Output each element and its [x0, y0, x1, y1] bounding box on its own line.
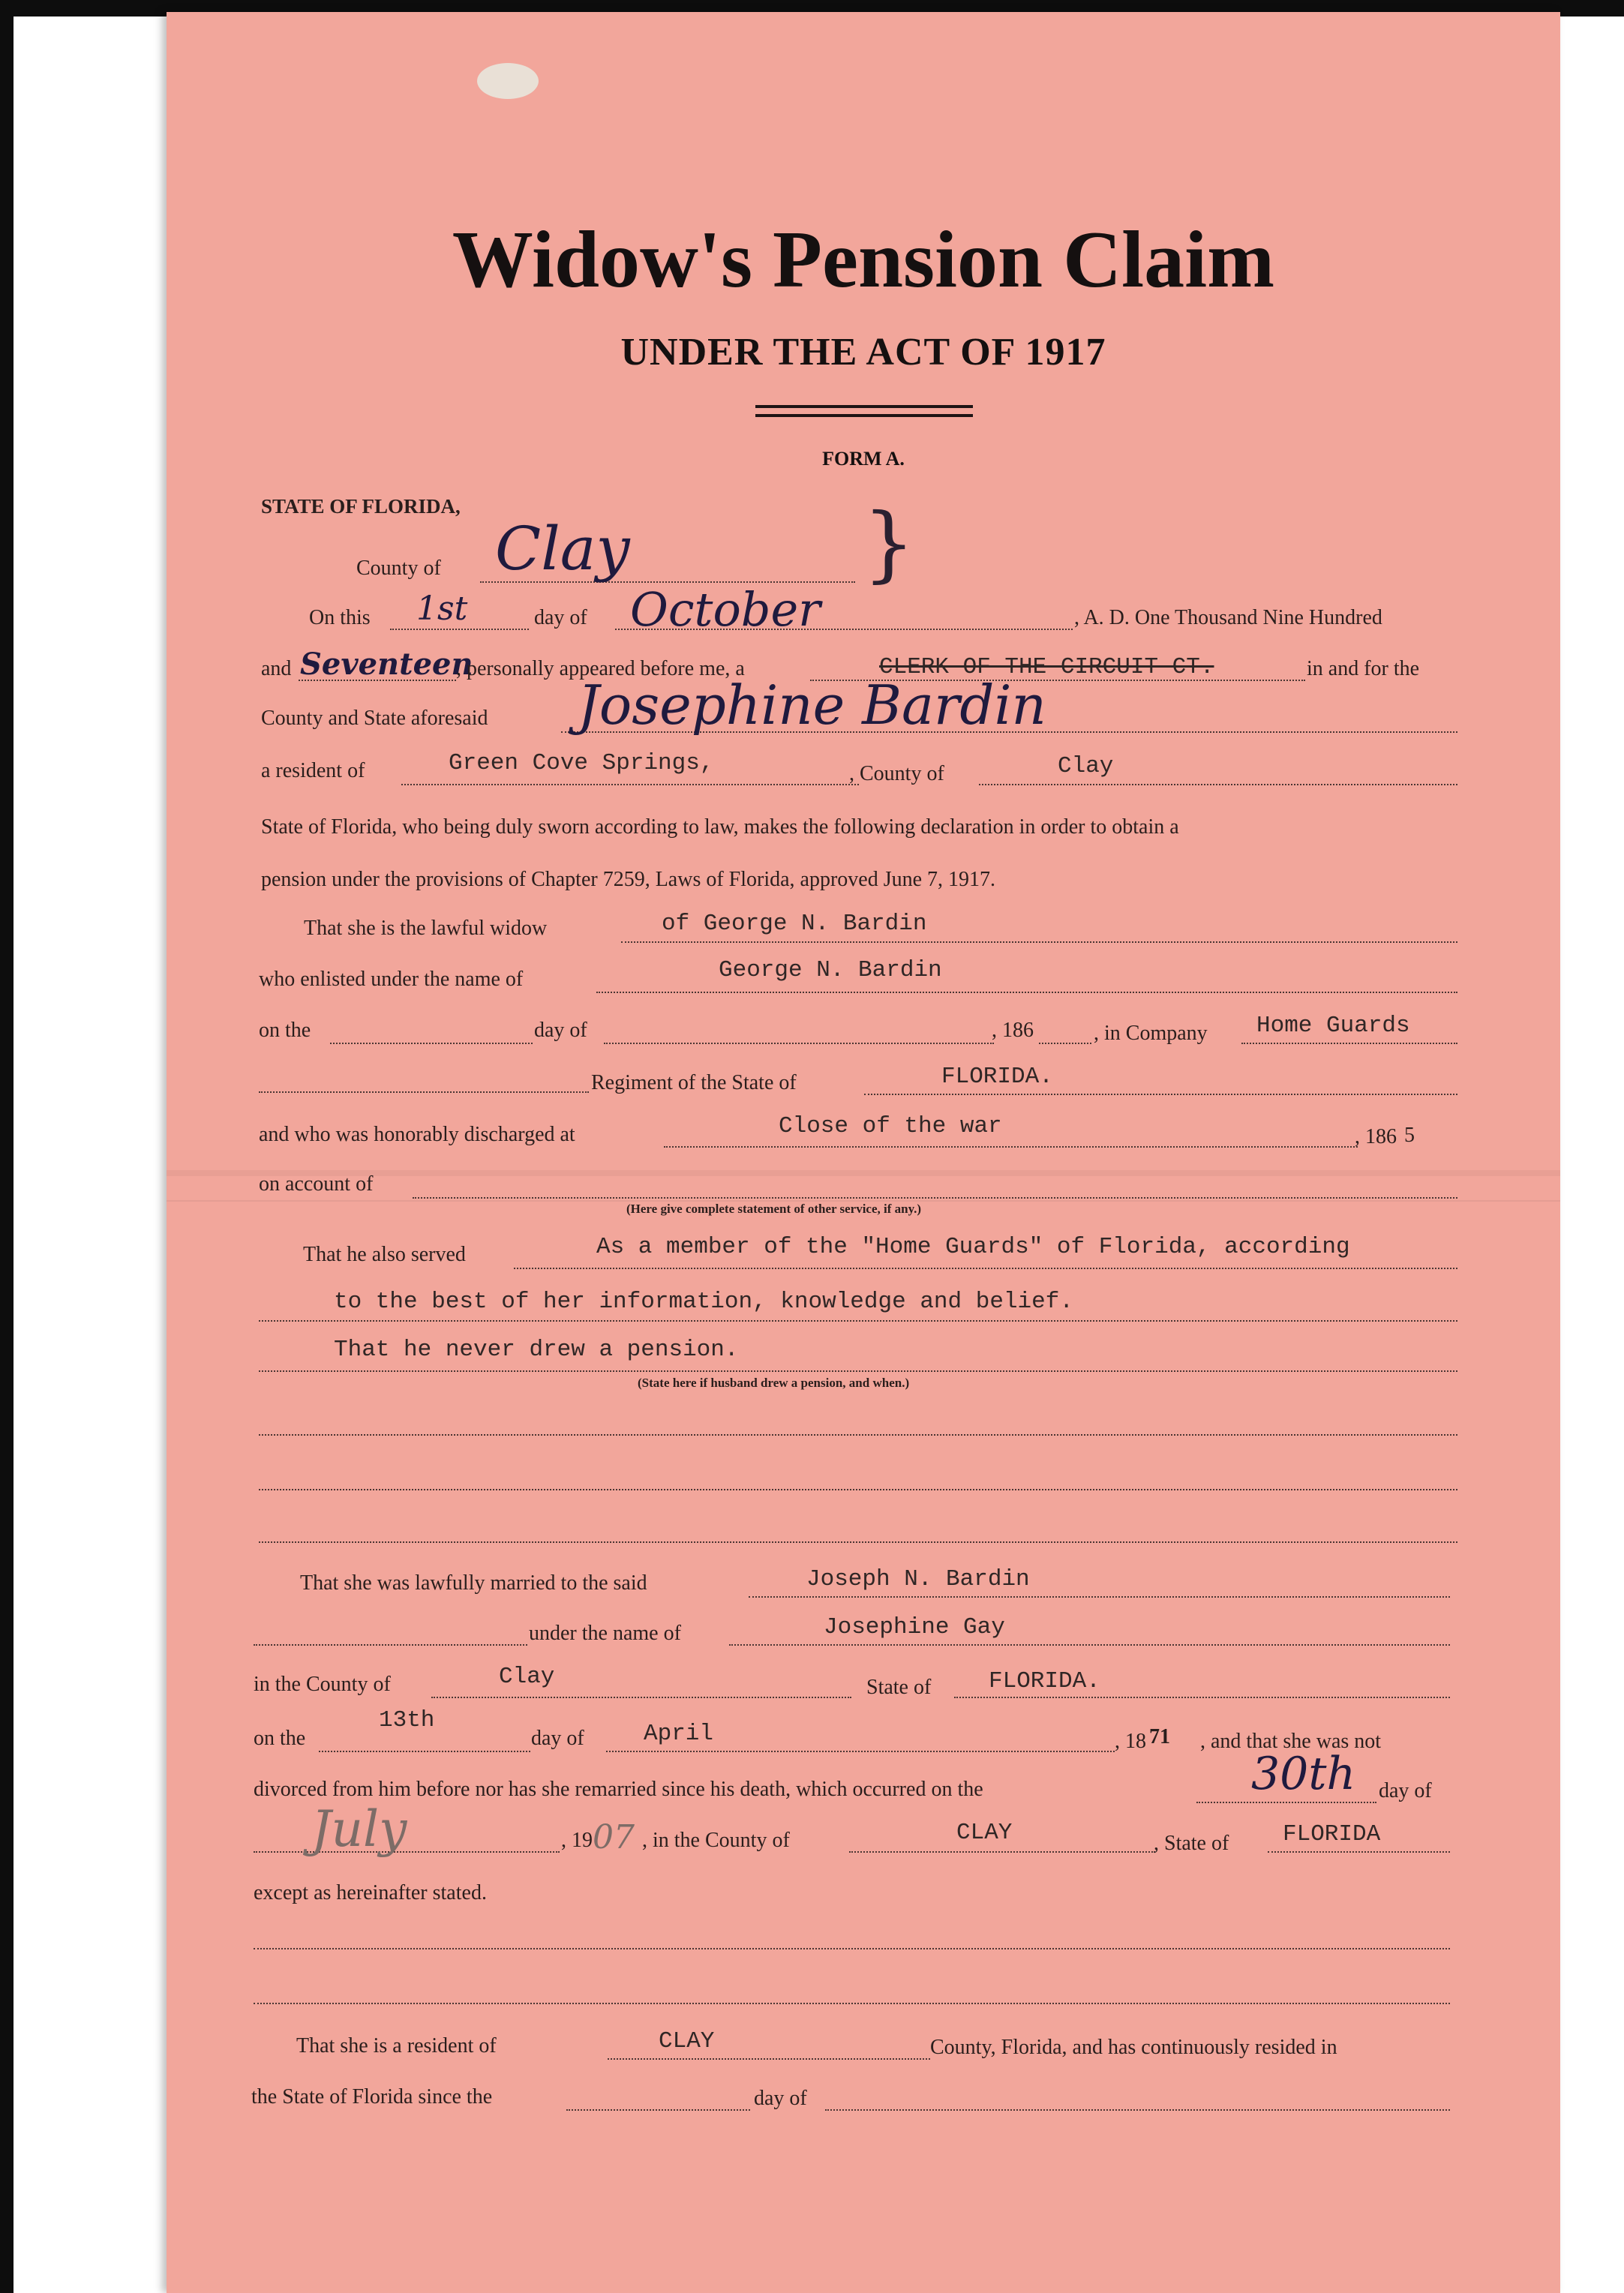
pension-note: (State here if husband drew a pension, and when.) — [638, 1376, 910, 1390]
discharged-typed: Close of the war — [779, 1113, 1002, 1139]
in-and-for-text: in and for the — [1307, 657, 1420, 680]
county-state-label: County and State aforesaid — [261, 707, 488, 730]
resided-text: County, Florida, and has continuously resided in — [930, 2036, 1337, 2059]
marriage-on-the-label: on the — [254, 1727, 306, 1750]
also-served-line-1 — [514, 1268, 1457, 1269]
pension-statement-typed: That he never drew a pension. — [334, 1337, 739, 1363]
under-name-blank — [254, 1644, 527, 1646]
claimant-county-typed: Clay — [1058, 753, 1114, 779]
month-handwritten: October — [630, 582, 821, 637]
oath-line-2: pension under the provisions of Chapter 7259, Laws of Florida, approved June 7, 1917. — [261, 868, 996, 891]
also-served-label: That he also served — [303, 1243, 466, 1266]
form-label: FORM A. — [822, 448, 905, 470]
marriage-state-typed: FLORIDA. — [989, 1668, 1100, 1694]
death-state-label: , State of — [1154, 1832, 1229, 1855]
married-label: That she was lawfully married to the said — [300, 1571, 647, 1595]
day-line — [390, 629, 529, 630]
blank-line-1 — [259, 1434, 1457, 1436]
claimant-county-line — [979, 784, 1457, 785]
death-state-line — [1268, 1851, 1450, 1853]
marriage-year: 71 — [1149, 1725, 1170, 1748]
scan-left-border — [0, 0, 14, 2293]
regiment-state-typed: FLORIDA. — [941, 1064, 1053, 1090]
company-typed: Home Guards — [1256, 1013, 1410, 1039]
death-state-typed: FLORIDA — [1283, 1821, 1381, 1847]
widow-line — [621, 941, 1457, 943]
oath-line-1: State of Florida, who being duly sworn according to law, makes the following declaration in order to obtain a — [261, 815, 1179, 839]
day-handwritten: 1st — [416, 590, 468, 628]
marriage-day-line — [319, 1751, 530, 1752]
marriage-county-label: in the County of — [254, 1673, 391, 1696]
death-county-line — [849, 1851, 1155, 1853]
state-label: STATE OF FLORIDA, — [261, 495, 461, 518]
not-divorced-text: , and that she was not — [1200, 1730, 1382, 1753]
county-of-label: , County of — [849, 762, 944, 785]
since-day-line — [566, 2109, 750, 2111]
venue-brace: } — [863, 495, 915, 591]
death-day-line — [1196, 1802, 1376, 1803]
regiment-line — [259, 1091, 589, 1093]
paper-fold — [167, 1170, 1560, 1176]
marriage-month-typed: April — [644, 1721, 714, 1747]
marriage-day-typed: 13th — [379, 1707, 435, 1733]
discharged-line — [664, 1146, 1358, 1148]
residence-line — [401, 784, 859, 785]
marriage-day-of-label: day of — [531, 1727, 584, 1750]
paper-hole — [477, 63, 539, 99]
other-service-note: (Here give complete statement of other service, if any.) — [626, 1202, 922, 1216]
discharge-year-prefix: , 186 — [1355, 1125, 1397, 1148]
since-month-line — [825, 2109, 1450, 2111]
resident-county-typed: CLAY — [659, 2028, 715, 2054]
year-handwritten: Seventeen — [300, 647, 473, 682]
since-day-of-label: day of — [754, 2087, 807, 2110]
death-county-typed: CLAY — [956, 1820, 1013, 1846]
also-served-typed-2: to the best of her information, knowledge and belief. — [334, 1289, 1073, 1315]
title-rule-top — [755, 405, 973, 408]
blank-line-3 — [259, 1541, 1457, 1543]
company-label: , in Company — [1094, 1022, 1208, 1045]
blank-line-2 — [259, 1489, 1457, 1490]
form-subtitle: UNDER THE ACT OF 1917 — [620, 331, 1106, 374]
death-county-label: , in the County of — [642, 1829, 790, 1852]
under-name-label: under the name of — [529, 1622, 681, 1645]
on-account-line — [413, 1197, 1457, 1199]
maiden-name-typed: Josephine Gay — [824, 1614, 1005, 1640]
except-text: except as hereinafter stated. — [254, 1881, 487, 1904]
on-account-label: on account of — [259, 1172, 374, 1196]
resident-county-line — [608, 2058, 930, 2060]
enlisted-line — [596, 992, 1457, 993]
company-line — [1241, 1043, 1457, 1044]
since-label: the State of Florida since the — [251, 2085, 493, 2108]
also-served-typed-1: As a member of the "Home Guards" of Florida, according — [596, 1234, 1350, 1260]
marriage-month-line — [606, 1751, 1115, 1752]
death-day-of-label: day of — [1379, 1779, 1432, 1802]
husband-typed: Joseph N. Bardin — [806, 1566, 1030, 1592]
appeared-text: , personally appeared before me, a — [456, 657, 745, 680]
resident-of-label: a resident of — [261, 759, 365, 782]
county-label: County of — [356, 557, 441, 580]
death-year-prefix: , 19 — [561, 1829, 593, 1852]
claimant-name-handwritten: Josephine Bardin — [578, 674, 1046, 737]
service-year-line — [1039, 1043, 1091, 1044]
service-day-of-label: day of — [534, 1019, 587, 1042]
except-line-1 — [254, 1948, 1450, 1949]
except-line-2 — [254, 2003, 1450, 2004]
husband-line — [749, 1596, 1450, 1598]
pension-line — [259, 1370, 1457, 1372]
ad-text: , A. D. One Thousand Nine Hundred — [1074, 606, 1382, 629]
resident-label: That she is a resident of — [296, 2034, 497, 2057]
marriage-state-label: State of — [866, 1676, 932, 1699]
widow-of-typed: of George N. Bardin — [662, 911, 927, 937]
enlisted-name-typed: George N. Bardin — [719, 957, 942, 983]
discharge-year: 5 — [1404, 1124, 1415, 1147]
widow-label: That she is the lawful widow — [304, 917, 548, 940]
service-day-line — [330, 1043, 533, 1044]
day-of-label: day of — [534, 606, 587, 629]
regiment-state-line — [864, 1094, 1457, 1095]
county-handwritten: Clay — [495, 514, 630, 584]
maiden-name-line — [729, 1644, 1450, 1646]
service-on-the-label: on the — [259, 1019, 311, 1042]
discharged-label: and who was honorably discharged at — [259, 1123, 575, 1146]
service-month-line — [604, 1043, 994, 1044]
marriage-year-prefix: , 18 — [1115, 1730, 1146, 1753]
death-day-handwritten: 30th — [1251, 1748, 1356, 1800]
officer-typed: CLERK OF THE CIRCUIT CT. — [879, 654, 1214, 680]
residence-typed: Green Cove Springs, — [449, 750, 714, 776]
regiment-label: Regiment of the State of — [591, 1071, 797, 1094]
on-this-label: On this — [309, 606, 371, 629]
marriage-county-line — [431, 1697, 851, 1698]
divorce-line-text: divorced from him before nor has she remarried since his death, which occurred on the — [254, 1778, 983, 1801]
title-rule-bottom — [755, 414, 973, 417]
form-title: Widow's Pension Claim — [452, 215, 1275, 305]
death-year-handwritten: 07 — [593, 1818, 635, 1856]
marriage-state-line — [954, 1697, 1450, 1698]
also-served-line-2 — [259, 1320, 1457, 1322]
and-label: and — [261, 657, 292, 680]
death-month-handwritten: July — [311, 1800, 407, 1858]
marriage-county-typed: Clay — [499, 1664, 555, 1690]
enlisted-label: who enlisted under the name of — [259, 968, 524, 991]
service-year-prefix: , 186 — [992, 1019, 1034, 1042]
